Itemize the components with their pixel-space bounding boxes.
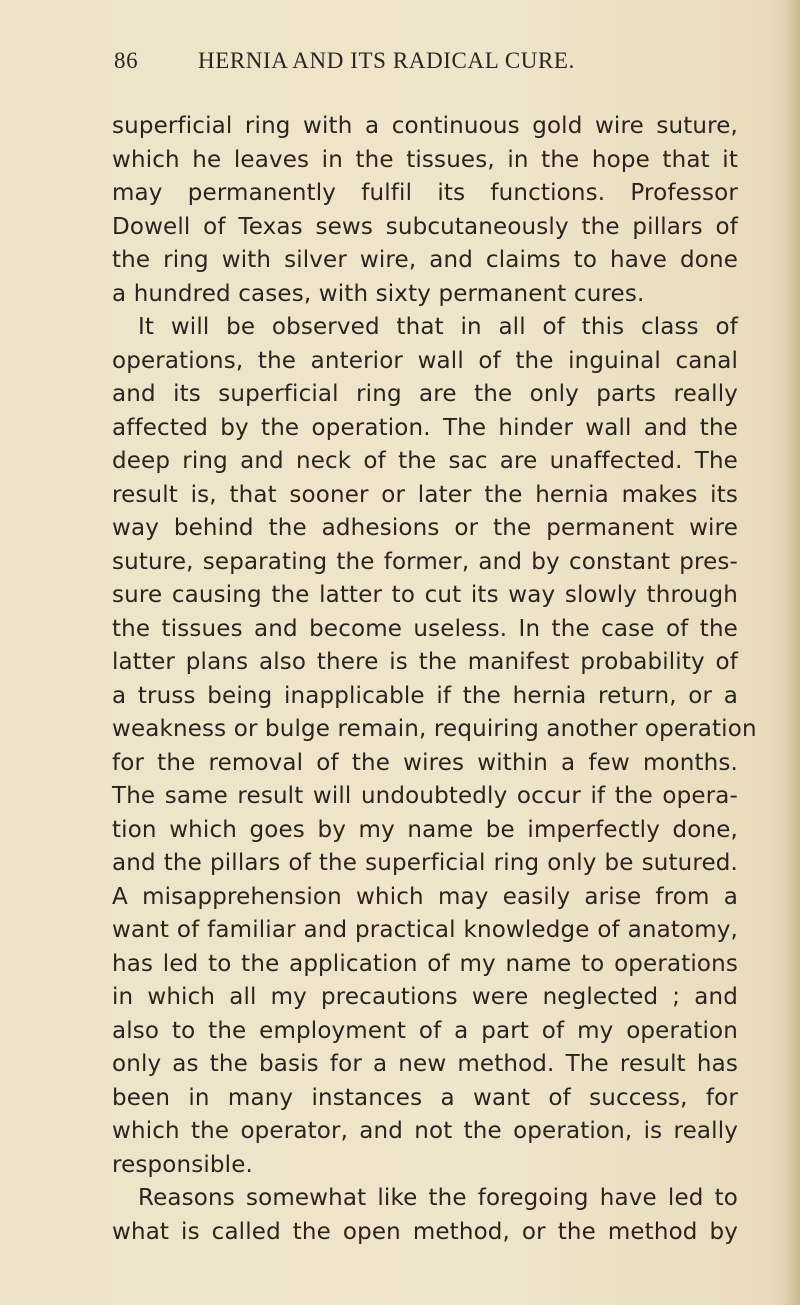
text-line: tion which goes by my name be imperfectly done, [112,816,738,843]
text-line: responsible. [112,1151,253,1178]
running-title: HERNIA AND ITS RADICAL CURE. [198,48,575,73]
text-line: a hundred cases, with sixty permanent cures. [112,280,645,307]
text-line: want of familiar and practical knowledge of anatomy, [112,917,738,943]
text-line: weakness or bulge remain, requiring another operation [112,716,757,742]
text-line: result is, that sooner or later the hernia makes its [112,481,738,508]
text-line: only as the basis for a new method. The result has [112,1051,738,1077]
text-line: the ring with silver wire, and claims to have done [112,247,738,273]
text-line: in which all my precautions were neglected ; and [112,984,738,1010]
text-line: been in many instances a want of success, for [112,1084,738,1111]
running-header [114,48,634,82]
text-line: has led to the application of my name to operations [112,950,738,977]
text-line: Reasons somewhat like the foregoing have led to [138,1185,738,1211]
text-line: and its superficial ring are the only parts really [112,381,738,407]
page-number: 86 [114,48,139,73]
text-line: and the pillars of the superficial ring only be sutured. [112,850,738,876]
text-line: a truss being inapplicable if the hernia return, or a [112,682,738,709]
text-line: which the operator, and not the operation, is really [112,1118,738,1144]
text-line: sure causing the latter to cut its way slowly through [112,582,738,608]
text-line: operations, the anterior wall of the inguinal canal [112,347,738,374]
text-line: suture, separating the former, and by constant pres- [112,548,738,575]
text-line: The same result will undoubtedly occur if the opera- [112,783,738,809]
body-text [112,110,757,1249]
text-line: which he leaves in the tissues, in the hope that it [112,146,738,173]
text-line: also to the employment of a part of my operation [112,1017,738,1044]
text-line: the tissues and become useless. In the case of the [112,615,738,642]
text-line: Dowell of Texas sews subcutaneously the pillars of [112,213,738,240]
text-line: way behind the adhesions or the permanent wire [112,515,738,541]
text-line: what is called the open method, or the method by [112,1218,738,1245]
text-line: It will be observed that in all of this class of [138,314,738,340]
text-line: deep ring and neck of the sac are unaffected. The [112,448,738,474]
page-edge-shadow [786,0,800,1305]
text-line: superficial ring with a continuous gold wire suture, [112,113,738,139]
text-line: A misapprehension which may easily arise from a [112,883,738,910]
text-line: may permanently fulfil its functions. Professor [112,180,738,206]
text-line: for the removal of the wires within a few months. [112,749,738,776]
text-line: affected by the operation. The hinder wall and the [112,414,738,441]
text-line: latter plans also there is the manifest probability of [112,649,738,675]
